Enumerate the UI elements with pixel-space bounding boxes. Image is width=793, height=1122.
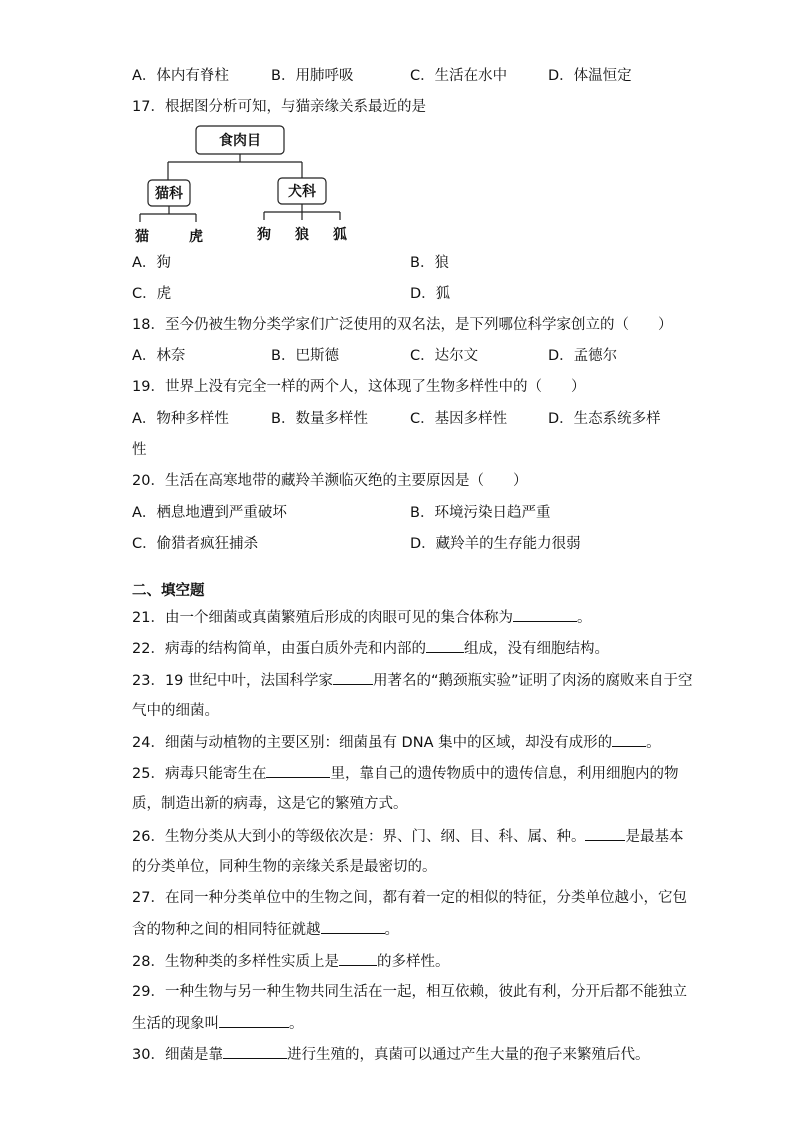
q16-option-c[interactable]: C．生活在水中 [410, 68, 508, 84]
family-node-dog: 犬科 [288, 184, 316, 200]
q21-text-post: 。 [576, 610, 592, 626]
q24-text-post: 。 [646, 735, 661, 751]
q17-option-d[interactable]: D．狐 [410, 286, 451, 302]
q30-text-pre: 30．细菌是靠 [132, 1047, 223, 1063]
q30-blank[interactable] [223, 1044, 287, 1059]
classification-tree-diagram [132, 120, 362, 250]
q22-line [132, 638, 609, 659]
q19-option-d[interactable]: D．生态系统多样 [548, 411, 661, 427]
q29-blank[interactable] [219, 1013, 289, 1028]
q19-option-b[interactable]: B．数量多样性 [271, 411, 368, 427]
q20-option-d[interactable]: D．藏羚羊的生存能力很弱 [410, 536, 581, 552]
q16-option-a[interactable]: A．体内有脊柱 [132, 68, 229, 84]
q28-text-pre: 28．生物种类的多样性实质上是 [132, 954, 339, 970]
q22-text-post: 组成，没有细胞结构。 [463, 641, 609, 657]
q27-blank[interactable] [321, 919, 385, 934]
q22-blank[interactable] [426, 638, 464, 653]
q16-option-b[interactable]: B．用肺呼吸 [271, 68, 354, 84]
leaf-tiger: 虎 [189, 229, 203, 245]
q25-line2: 质，制造出新的病毒，这是它的繁殖方式。 [132, 796, 408, 812]
q24-line [132, 732, 661, 753]
q19-option-a[interactable]: A．物种多样性 [132, 411, 229, 427]
family-node-cat: 猫科 [155, 186, 183, 202]
q17-stem: 17．根据图分析可知，与猫亲缘关系最近的是 [132, 99, 426, 115]
leaf-fox: 狐 [333, 227, 347, 243]
leaf-cat: 猫 [135, 229, 149, 245]
q27-line2 [132, 919, 399, 940]
q26-blank[interactable] [585, 826, 625, 841]
q25-text-pre: 25．病毒只能寄生在 [132, 766, 267, 782]
q19-stem: 19．世界上没有完全一样的两个人，这体现了生物多样性中的（ ） [132, 379, 586, 395]
q23-line2: 气中的细菌。 [132, 703, 219, 719]
q16-option-d[interactable]: D．体温恒定 [548, 68, 632, 84]
section-heading: 二、填空题 [132, 583, 205, 599]
q26-text-post: 是最基本 [625, 829, 684, 845]
q23-text-post: 用著名的“鹅颈瓶实验”证明了肉汤的腐败来自于空 [373, 673, 693, 689]
q20-option-c[interactable]: C．偷猎者疯狂捕杀 [132, 536, 259, 552]
q23-blank[interactable] [333, 670, 373, 685]
q28-blank[interactable] [339, 951, 377, 966]
q26-line [132, 826, 683, 847]
q18-option-b[interactable]: B．巴斯德 [271, 348, 339, 364]
q20-stem: 20．生活在高寒地带的藏羚羊濒临灭绝的主要原因是（ ） [132, 473, 528, 489]
q30-line [132, 1044, 649, 1065]
leaf-dog: 狗 [257, 227, 271, 243]
q25-line [132, 763, 678, 784]
root-node: 食肉目 [219, 133, 261, 149]
q18-option-c[interactable]: C．达尔文 [410, 348, 479, 364]
q26-text-pre: 26．生物分类从大到小的等级依次是：界、门、纲、目、科、属、种。 [132, 829, 586, 845]
leaf-wolf: 狼 [295, 227, 309, 243]
q17-option-b[interactable]: B．狼 [410, 255, 449, 271]
q19-option-d-wrap: 性 [132, 442, 147, 458]
q21-text-pre: 21．由一个细菌或真菌繁殖后形成的肉眼可见的集合体称为 [132, 610, 513, 626]
q27-text-post: 。 [384, 922, 399, 938]
q20-option-a[interactable]: A．栖息地遭到严重破坏 [132, 505, 287, 521]
q17-option-a[interactable]: A．狗 [132, 255, 171, 271]
q27-line1: 27．在同一种分类单位中的生物之间，都有着一定的相似的特征，分类单位越小，它包 [132, 890, 687, 906]
q18-option-d[interactable]: D．孟德尔 [548, 348, 618, 364]
q20-option-b[interactable]: B．环境污染日趋严重 [410, 505, 551, 521]
q29-text-pre: 生活的现象叫 [132, 1016, 219, 1032]
q17-option-c[interactable]: C．虎 [132, 286, 172, 302]
q29-text-post: 。 [289, 1016, 304, 1032]
q25-text-post: 里，靠自己的遗传物质中的遗传信息，利用细胞内的物 [330, 766, 679, 782]
q28-text-post: 的多样性。 [376, 954, 450, 970]
q27-text-pre: 含的物种之间的相同特征就越 [132, 922, 321, 938]
q21-line [132, 607, 591, 628]
q24-text-pre: 24．细菌与动植物的主要区别：细菌虽有 DNA 集中的区域，却没有成形的 [132, 735, 613, 751]
q19-option-c[interactable]: C．基因多样性 [410, 411, 508, 427]
q23-line [132, 670, 693, 691]
q25-blank[interactable] [266, 763, 330, 778]
q28-line [132, 951, 449, 972]
q29-line2 [132, 1013, 304, 1034]
q18-option-a[interactable]: A．林奈 [132, 348, 186, 364]
q22-text-pre: 22．病毒的结构简单，由蛋白质外壳和内部的 [132, 641, 426, 657]
q24-blank[interactable] [612, 732, 646, 747]
q18-stem: 18．至今仍被生物分类学家们广泛使用的双名法，是下列哪位科学家创立的（ ） [132, 317, 673, 333]
q30-text-post: 进行生殖的，真菌可以通过产生大量的孢子来繁殖后代。 [286, 1047, 650, 1063]
q26-line2: 的分类单位，同种生物的亲缘关系是最密切的。 [132, 859, 437, 875]
q23-text-pre: 23．19 世纪中叶，法国科学家 [132, 673, 334, 689]
q21-blank[interactable] [513, 607, 577, 622]
q29-line1: 29．一种生物与另一种生物共同生活在一起，相互依赖，彼此有利，分开后都不能独立 [132, 984, 687, 1000]
